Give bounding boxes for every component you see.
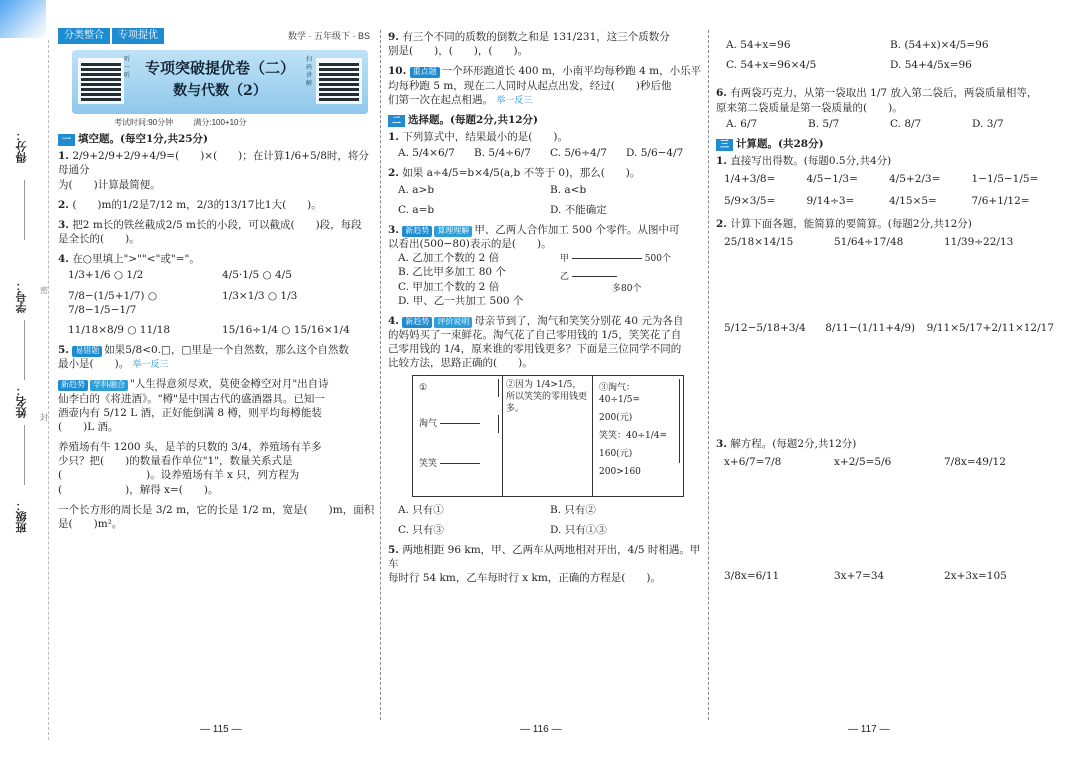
cell-line: 200(元) bbox=[596, 409, 680, 427]
question-number: 4. bbox=[388, 314, 399, 327]
option-b[interactable]: B. (54+x)×4/5=96 bbox=[890, 39, 989, 51]
question-text: 们第一次在起点相遇。 bbox=[388, 93, 493, 106]
option-b[interactable]: B. 5/7 bbox=[808, 117, 840, 130]
jia-segment bbox=[572, 258, 642, 259]
title-banner bbox=[72, 50, 368, 114]
options bbox=[398, 183, 702, 217]
jia-label: 甲 bbox=[560, 253, 570, 264]
option-c[interactable]: C. a=b bbox=[398, 203, 435, 216]
question-tag: 新趋势 bbox=[402, 226, 432, 237]
question-text: ( )。设养殖场有羊 x 只，列方程为 bbox=[58, 469, 300, 482]
class-label: 班级： bbox=[16, 500, 28, 533]
calc-item: 25/18×14/15 bbox=[724, 235, 794, 248]
question-text: 一个环形跑道长 400 m，小南平均每秒跑 4 m，小乐平 bbox=[441, 65, 702, 78]
calc-item: 5/12−5/18+3/4 bbox=[724, 321, 806, 334]
question-text: 己零用钱的 1/4，原来谁的零用钱更多？下面是三位同学不同的 bbox=[388, 343, 682, 356]
choice-5 bbox=[388, 543, 702, 586]
section-fill-in bbox=[58, 132, 376, 146]
page-number: — 116 — bbox=[520, 724, 562, 735]
simplify-grid-row1 bbox=[724, 235, 1054, 249]
option-d[interactable]: D. 甲、乙一共加工 500 个 bbox=[398, 294, 524, 307]
score-line bbox=[24, 180, 25, 240]
question-number: 9. bbox=[388, 31, 399, 43]
work-space[interactable] bbox=[716, 257, 1054, 317]
qr-right-caption: 扫码讲解 bbox=[306, 56, 313, 87]
section-badge: 一 bbox=[58, 134, 75, 146]
question-number: 6. bbox=[716, 87, 727, 100]
question-text: ( )m的1/2是7/12 m，2/3的13/17比1大( )。 bbox=[72, 198, 322, 211]
book-reference: 数学 · 五年级下 · BS bbox=[287, 31, 370, 41]
segment-diagram bbox=[560, 253, 671, 295]
question-text: 均每秒跑 5 m，现在二人同时从起点出发，经过( )秒后他 bbox=[388, 79, 672, 92]
option-b[interactable]: B. 5/4÷6/7 bbox=[474, 147, 531, 160]
choice-5-options bbox=[726, 38, 1054, 72]
xiaoxiao-segment bbox=[440, 463, 480, 464]
exam-meta bbox=[114, 118, 265, 129]
name-label: 姓名： bbox=[16, 385, 28, 418]
worksheet-title: 专项突破提优卷（二） bbox=[144, 59, 295, 77]
tab-category: 分类整合 bbox=[58, 28, 110, 44]
corner-decoration bbox=[0, 0, 46, 38]
score-label: 得分： bbox=[16, 130, 28, 163]
question-number: 1. bbox=[388, 131, 399, 144]
qr-code-right[interactable] bbox=[316, 58, 362, 104]
question-text: 计算下面各题，能简算的要简算。(每题2分,共12分) bbox=[730, 217, 972, 230]
question-4 bbox=[58, 252, 376, 337]
option-d[interactable]: D. 54+4/5x=96 bbox=[890, 59, 972, 72]
section-choice bbox=[388, 113, 702, 127]
cell-line: 笑笑：40÷1/4= bbox=[596, 427, 680, 445]
equation-grid-row2 bbox=[724, 569, 1054, 583]
option-a[interactable]: A. 5/4×6/7 bbox=[398, 147, 455, 160]
question-7 bbox=[58, 440, 376, 497]
question-text: 以看出(500−80)表示的是( )。 bbox=[388, 238, 552, 251]
more-label: 多80个 bbox=[612, 284, 642, 295]
question-tag: 重点题 bbox=[410, 67, 440, 78]
calc-item: 9/14÷3= bbox=[806, 195, 855, 208]
question-text: ( )L 酒。 bbox=[58, 420, 119, 433]
option-a[interactable]: A. 6/7 bbox=[726, 117, 758, 130]
options bbox=[398, 503, 702, 537]
cell-line: 160(元) bbox=[596, 445, 680, 463]
cell-line: 200>160 bbox=[599, 467, 641, 478]
question-6 bbox=[58, 377, 376, 434]
related-link[interactable]: 举一反三 bbox=[496, 95, 533, 106]
calc-1 bbox=[716, 154, 1054, 209]
calc-item: 51/64÷17/48 bbox=[834, 235, 904, 248]
question-text: 如果 a÷4/5=b×4/5(a,b 不等于 0)，那么( )。 bbox=[402, 167, 641, 180]
compare-item: 7/8−(1/5+1/7) ○ 7/8−1/5−1/7 bbox=[68, 289, 157, 316]
question-text: 甲、乙两人合作加工 500 个零件。从图中可 bbox=[474, 223, 680, 236]
equation-item: x+2/5=5/6 bbox=[834, 456, 892, 469]
option-b[interactable]: B. 乙比甲多加工 80 个 bbox=[398, 266, 506, 279]
xiaoxiao-label: 笑笑 bbox=[419, 458, 438, 469]
question-text: 原来第二袋质量是第一袋质量的( )。 bbox=[716, 101, 903, 114]
options bbox=[398, 146, 702, 160]
choice-3 bbox=[388, 223, 702, 308]
cell-line: ③淘气：40÷1/5= bbox=[596, 379, 680, 409]
taoqi-label: 淘气 bbox=[419, 418, 438, 429]
question-text: 如果5/8<0.□，□里是一个自然数，那么这个自然数 bbox=[104, 344, 349, 357]
worksheet-header bbox=[58, 28, 376, 128]
cell-label: ① bbox=[416, 379, 499, 397]
yi-segment bbox=[572, 276, 617, 277]
question-text: 有三个不同的质数的倒数之和是 131/231，这三个质数分 bbox=[402, 31, 670, 43]
calc-item: 8/11−(1/11+4/9) bbox=[825, 321, 916, 334]
question-text: 是全长的( )。 bbox=[58, 233, 140, 246]
calc-item: 4/5+2/3= bbox=[889, 173, 941, 186]
section-title: 计算题。(共28分) bbox=[736, 137, 824, 150]
calc-item: 5/9×3/5= bbox=[724, 195, 776, 208]
question-number: 1. bbox=[716, 155, 727, 168]
calc-item: 11/39÷22/13 bbox=[944, 235, 1014, 248]
calc-2 bbox=[716, 217, 1054, 432]
question-tag: 评价说明 bbox=[434, 317, 472, 328]
question-text: 为( )计算最简便。 bbox=[58, 178, 161, 191]
section-title: 填空题。(每空1分,共25分) bbox=[78, 133, 209, 145]
question-text: 少只？把( )的数量看作单位"1"，数量关系式是 bbox=[58, 455, 293, 468]
option-a[interactable]: A. 只有① bbox=[398, 503, 444, 516]
question-text: 两地相距 96 km，甲、乙两车从两地相对开出，4/5 时相遇。甲车 bbox=[388, 543, 701, 571]
worksheet-subtitle: 数与代数（2） bbox=[173, 83, 267, 99]
page-115 bbox=[58, 28, 376, 537]
question-text: 的妈妈买了一束鲜花。淘气花了自己零用钱的 1/5，笑笑花了自 bbox=[388, 329, 682, 342]
question-1 bbox=[58, 149, 376, 192]
method-cell-3 bbox=[593, 376, 683, 496]
total-label: 500个 bbox=[644, 253, 671, 264]
page-number: — 115 — bbox=[200, 724, 242, 735]
calc-item: 1/4+3/8= bbox=[724, 173, 776, 186]
compare-item: 1/3+1/6 ○ 1/2 bbox=[68, 269, 144, 282]
question-text: 酒壶内有 5/12 L 酒，正好能倒满 8 樽，则平均每樽能装 bbox=[58, 406, 322, 419]
question-8 bbox=[58, 503, 376, 531]
page-divider bbox=[708, 30, 709, 720]
student-id-label: 学号： bbox=[16, 280, 28, 313]
qr-left-caption: 听一听 bbox=[124, 56, 131, 79]
question-text: 比较方法，思路正确的( )。 bbox=[388, 357, 533, 370]
question-text: 解方程。(每题2分,共12分) bbox=[730, 438, 857, 451]
question-text: ( )，解得 x=( )。 bbox=[58, 483, 219, 496]
option-a[interactable]: A. 54+x=96 bbox=[726, 39, 791, 51]
calc-item: 9/11×5/17+2/11×12/17 bbox=[926, 321, 1054, 334]
question-9 bbox=[388, 30, 702, 58]
equation-grid-row1 bbox=[724, 455, 1054, 469]
compare-item: 11/18×8/9 ○ 11/18 bbox=[68, 323, 171, 336]
page-117 bbox=[716, 28, 1054, 592]
question-number: 3. bbox=[388, 223, 399, 236]
page-116 bbox=[388, 28, 702, 591]
choice-2 bbox=[388, 166, 702, 217]
question-text: 有两袋巧克力，从第一袋取出 1/7 放入第二袋后，两袋质量相等， bbox=[730, 87, 1038, 100]
question-tag: 易错题 bbox=[72, 346, 102, 357]
equation-item: x+6/7=7/8 bbox=[724, 456, 782, 469]
choice-4 bbox=[388, 314, 702, 537]
compare-item: 4/5·1/5 ○ 4/5 bbox=[222, 269, 292, 282]
method-table bbox=[412, 375, 684, 497]
option-b[interactable]: B. 只有② bbox=[550, 503, 596, 516]
question-number: 2. bbox=[388, 167, 399, 180]
calc-item: 4/15×5= bbox=[889, 195, 937, 208]
exam-time: 考试时间:90分钟 bbox=[114, 118, 174, 127]
question-text: 每时行 54 km，乙车每时行 x km，正确的方程是( )。 bbox=[388, 572, 661, 585]
question-tag: 新趋势 bbox=[402, 317, 432, 328]
question-text: 直接写出得数。(每题0.5分,共4分) bbox=[730, 155, 892, 168]
question-3 bbox=[58, 218, 376, 246]
question-text: 一个长方形的周长是 3/2 m，它的长是 1/2 m，宽是( )m，面积 bbox=[58, 503, 375, 516]
option-c[interactable]: C. 54+x=96×4/5 bbox=[726, 59, 817, 72]
option-c[interactable]: C. 5/6÷4/7 bbox=[550, 147, 607, 160]
question-number: 2. bbox=[58, 198, 69, 211]
question-number: 1. bbox=[58, 150, 69, 163]
option-c[interactable]: C. 甲加工个数的 2 倍 bbox=[398, 280, 500, 293]
compare-item: 15/16÷1/4 ○ 15/16×1/4 bbox=[222, 323, 350, 336]
option-b[interactable]: B. a<b bbox=[550, 183, 587, 196]
work-space[interactable] bbox=[716, 477, 1054, 565]
question-text: "人生得意须尽欢，莫使金樽空对月"出自诗 bbox=[130, 378, 329, 391]
name-line bbox=[24, 425, 25, 485]
question-number: 3. bbox=[716, 438, 727, 451]
question-tag: 新趋势 bbox=[58, 380, 88, 391]
work-space[interactable] bbox=[716, 343, 1054, 431]
calc-item: 1−1/5−1/5= bbox=[971, 173, 1039, 186]
choice-1 bbox=[388, 130, 702, 160]
option-d[interactable]: D. 不能确定 bbox=[550, 203, 607, 216]
method-cell-2: ②因为 1/4>1/5，所以笑笑的零用钱更多。 bbox=[503, 376, 593, 496]
compare-grid bbox=[68, 268, 376, 337]
question-10 bbox=[388, 64, 702, 107]
question-number: 4. bbox=[58, 253, 69, 266]
seal-mark-feng: 封 bbox=[40, 413, 48, 422]
question-text: 下列算式中，结果最小的是( )。 bbox=[402, 131, 569, 144]
equation-item: 3/8x=6/11 bbox=[724, 570, 780, 583]
simplify-grid-row2 bbox=[724, 321, 1054, 335]
option-a[interactable]: A. 乙加工个数的 2 倍 bbox=[398, 252, 500, 265]
option-d[interactable]: D. 只有①③ bbox=[550, 523, 607, 536]
equation-item: 2x+3x=105 bbox=[944, 570, 1007, 583]
question-text: 是( )m²。 bbox=[58, 517, 123, 530]
page-divider bbox=[380, 30, 381, 720]
choice-6 bbox=[716, 86, 1054, 131]
question-5 bbox=[58, 343, 376, 371]
option-c[interactable]: C. 只有③ bbox=[398, 523, 444, 536]
question-text: 把2 m长的铁丝截成2/5 m长的小段，可以截成( )段，每段 bbox=[72, 218, 362, 231]
question-text: 在○里填上">""<"或"="。 bbox=[72, 253, 200, 266]
question-text: 养殖场有牛 1200 头，是羊的只数的 3/4，养殖场有羊多 bbox=[58, 441, 322, 454]
equation-item: 3x+7=34 bbox=[834, 570, 885, 583]
taoqi-segment bbox=[440, 423, 480, 424]
option-a[interactable]: A. a>b bbox=[398, 183, 435, 196]
page-number: — 117 — bbox=[848, 724, 890, 735]
question-text: 2/9+2/9+2/9+4/9=( )×( )；在计算1/6+5/8时，将分母通分 bbox=[58, 150, 369, 177]
question-number: 2. bbox=[716, 217, 727, 230]
equation-item: 7/8x=49/12 bbox=[944, 456, 1006, 469]
section-badge: 二 bbox=[388, 115, 405, 127]
question-text: 最小是( )。 bbox=[58, 358, 130, 371]
calc-3 bbox=[716, 437, 1054, 584]
oral-calc-grid bbox=[724, 172, 1054, 208]
option-d[interactable]: D. 5/6−4/7 bbox=[626, 147, 684, 160]
question-text: 仙李白的《将进酒》。"樽"是中国古代的盛酒器具。已知一 bbox=[58, 392, 325, 405]
yi-label: 乙 bbox=[560, 272, 570, 283]
question-tag: 学科融合 bbox=[90, 380, 128, 391]
question-2 bbox=[58, 198, 376, 212]
question-number: 3. bbox=[58, 218, 69, 231]
option-c[interactable]: C. 8/7 bbox=[890, 117, 922, 130]
exam-score: 满分:100+10分 bbox=[193, 118, 247, 127]
section-title: 选择题。(每题2分,共12分) bbox=[408, 113, 539, 126]
options bbox=[726, 117, 1054, 131]
option-d[interactable]: D. 3/7 bbox=[972, 117, 1004, 130]
section-badge: 三 bbox=[716, 139, 733, 151]
question-tag: 算理理解 bbox=[434, 226, 472, 237]
student-id-line bbox=[24, 320, 25, 380]
calc-item: 4/5−1/3= bbox=[806, 173, 858, 186]
method-cell-1 bbox=[413, 376, 503, 496]
question-number: 5. bbox=[58, 344, 69, 357]
binding-strip bbox=[0, 40, 49, 740]
question-number: 10. bbox=[388, 65, 407, 78]
section-calculation bbox=[716, 137, 1054, 151]
question-number: 5. bbox=[388, 543, 399, 556]
related-link[interactable]: 举一反三 bbox=[132, 360, 169, 371]
tab-special: 专项提优 bbox=[112, 28, 164, 44]
question-text: 母亲节到了，淘气和笑笑分别花 40 元为各自 bbox=[474, 314, 684, 327]
question-text: 别是( )，( )，( )。 bbox=[388, 45, 529, 58]
calc-item: 7/6+1/12= bbox=[971, 195, 1030, 208]
compare-item: 1/3×1/3 ○ 1/3 bbox=[222, 289, 298, 302]
seal-mark-mi: 密 bbox=[40, 286, 48, 295]
